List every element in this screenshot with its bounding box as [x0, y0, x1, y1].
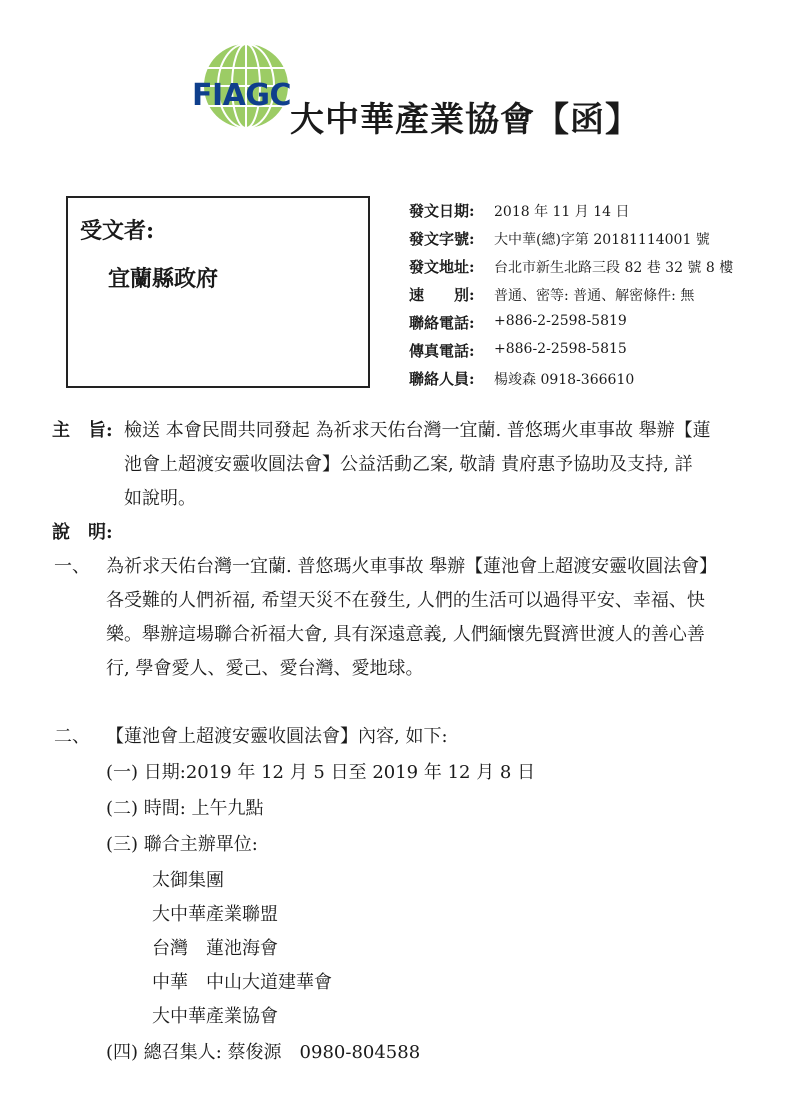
item-line: 行, 學會愛人、愛己、愛台灣、愛地球。 [106, 658, 424, 679]
event-time: (二) 時間: 上午九點 [106, 798, 264, 819]
meta-label: 發文地址: [409, 258, 475, 276]
meta-value: 楊竣森 0918-366610 [494, 372, 635, 388]
co-organizer: 太御集團 [152, 870, 224, 891]
explanation-label: 說 明: [52, 522, 113, 543]
co-organizer: 中華 中山大道建華會 [152, 972, 332, 993]
meta-label: 傳真電話: [409, 342, 475, 360]
item-number: 一、 [54, 556, 90, 577]
co-organizer: 大中華產業協會 [152, 1006, 278, 1027]
item-line: 各受難的人們祈福, 希望天災不在發生, 人們的生活可以過得平安、幸福、快 [106, 590, 705, 611]
meta-label: 速 別: [409, 286, 475, 304]
meta-value: 普通、密等: 普通、解密條件: 無 [494, 288, 695, 304]
event-date: (一) 日期:2019 年 12 月 5 日至 2019 年 12 月 8 日 [106, 762, 536, 783]
logo-text: FIAGC [192, 78, 292, 113]
meta-label: 聯絡電話: [409, 314, 475, 332]
fiagc-logo [190, 38, 298, 138]
co-organizer: 大中華產業聯盟 [152, 904, 278, 925]
meta-value: 大中華(總)字第 20181114001 號 [494, 232, 710, 248]
subject-line: 池會上超渡安靈收圓法會】公益活動乙案, 敬請 貴府惠予協助及支持, 詳 [124, 454, 693, 475]
item-line: 樂。舉辦這場聯合祈福大會, 具有深遠意義, 人們緬懷先賢濟世渡人的善心善 [106, 624, 705, 645]
recipient-name: 宜蘭縣政府 [108, 266, 219, 292]
subject-line: 檢送 本會民間共同發起 為祈求天佑台灣一宜蘭. 普悠瑪火車事故 舉辦【蓮 [124, 420, 711, 441]
meta-label: 發文日期: [409, 202, 475, 220]
co-organizer: 台灣 蓮池海會 [152, 938, 278, 959]
subject-line: 如說明。 [124, 488, 196, 509]
item-heading: 【蓮池會上超渡安靈收圓法會】內容, 如下: [106, 726, 448, 747]
meta-label: 聯絡人員: [409, 370, 475, 388]
item-line: 為祈求天佑台灣一宜蘭. 普悠瑪火車事故 舉辦【蓮池會上超渡安靈收圓法會】 [106, 556, 718, 577]
convener: (四) 總召集人: 蔡俊源 0980-804588 [106, 1042, 421, 1063]
meta-value: 台北市新生北路三段 82 巷 32 號 8 樓 [494, 260, 734, 276]
item-number: 二、 [54, 726, 90, 747]
co-organizers-label: (三) 聯合主辦單位: [106, 834, 258, 855]
document-title: 大中華產業協會【函】 [290, 100, 640, 140]
meta-label: 發文字號: [409, 230, 475, 248]
subject-label: 主 旨: [52, 420, 113, 441]
recipient-label: 受文者: [80, 218, 155, 244]
meta-value: +886-2-2598-5815 [494, 341, 627, 357]
meta-value: 2018 年 11 月 14 日 [494, 204, 630, 220]
meta-value: +886-2-2598-5819 [494, 313, 627, 329]
